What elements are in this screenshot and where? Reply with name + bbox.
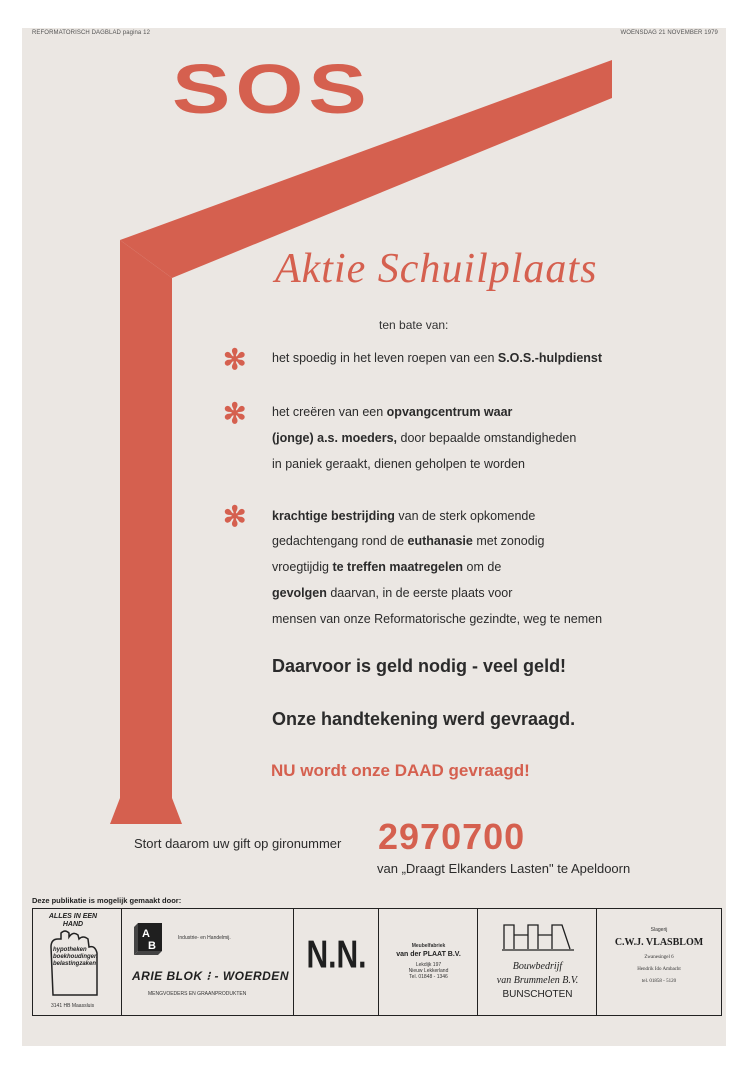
asterisk-icon: ✻	[223, 501, 247, 532]
sponsor2-name: ARIE BLOK ⁝ - WOERDEN	[132, 969, 289, 983]
sponsor-bar	[32, 908, 722, 1016]
sponsor-nn	[294, 909, 379, 1015]
sponsor-van-der-plaat	[379, 909, 478, 1015]
sponsor1-body: hypotheken boekhoudingen belastingzaken	[53, 947, 98, 967]
sponsor6-name: C.W.J. VLASBLOM	[614, 937, 704, 948]
sponsor5-city: BUNSCHOTEN	[502, 989, 573, 1000]
page-header-right: WOENSDAG 21 NOVEMBER 1979	[620, 30, 718, 36]
point3-line5: mensen van onze Reformatorische gezindte, weg te nemen	[272, 612, 603, 626]
sponsor6-tag: Slagerij	[650, 927, 668, 933]
point1-line1: het spoedig in het leven roepen van een S.O.S.-hulpdienst	[272, 351, 603, 365]
sponsor1-address: 3141 HB Maassluis	[51, 1003, 95, 1009]
point2-line1: het creëren van een opvangcentrum waar	[272, 405, 513, 419]
point3-line2: gedachtengang rond de euthanasie met zonodig	[272, 534, 545, 548]
sponsor4-line3: Tel. 01848 - 1346	[409, 974, 448, 980]
call-to-action: NU wordt onze DAAD gevraagd!	[271, 761, 530, 780]
sponsor4-tag: Meubelfabriek	[411, 943, 446, 949]
bvb-logo-icon	[500, 919, 576, 953]
donation-instruction: Stort daarom uw gift op gironummer	[134, 836, 342, 851]
sponsor4-line1: Lekdijk 197	[415, 962, 442, 968]
point3-line1: krachtige bestrijding van de sterk opkomende	[272, 509, 536, 523]
newspaper-page	[22, 28, 726, 1046]
ad-title: SOS	[172, 50, 372, 128]
sponsor6-line2: Hendrik Ido Ambacht	[637, 967, 681, 972]
shelter-base	[110, 798, 182, 824]
sponsor3-name: N.N.	[306, 933, 367, 977]
sponsor5-name: Bouwbedrijf	[512, 961, 563, 972]
ab-logo-icon	[132, 921, 166, 957]
point3-line3: vroegtijdig te treffen maatregelen om de	[272, 560, 502, 574]
sponsor1-title: ALLES IN EEN HAND	[48, 913, 98, 928]
point3-line4: gevolgen daarvan, in de eerste plaats voor	[272, 586, 513, 600]
sponsor-van-brummelen	[478, 909, 597, 1015]
foundation-name: van „Draagt Elkanders Lasten" te Apeldoorn	[377, 861, 631, 876]
slogan-signature: Onze handtekening werd gevraagd.	[272, 709, 576, 729]
page-header-left: REFORMATORISCH DAGBLAD pagina 12	[32, 30, 151, 36]
ad-subtitle: Aktie Schuilplaats	[275, 246, 598, 292]
asterisk-icon: ✻	[223, 398, 247, 429]
svg-text:B: B	[148, 940, 156, 952]
sponsor-alles-in-een-hand	[33, 909, 122, 1015]
giro-number: 2970700	[378, 816, 526, 857]
ad-intro: ten bate van:	[379, 318, 449, 332]
sponsor6-line3: tel. 01858 - 5120	[641, 979, 677, 984]
sponsor2-sub: MENGVOEDERS EN GRAANPRODUKTEN	[148, 991, 247, 997]
sponsor4-name: van der PLAAT B.V.	[396, 951, 461, 958]
svg-text:A: A	[142, 928, 150, 940]
sponsor-credit: Deze publikatie is mogelijk gemaakt door:	[32, 896, 182, 905]
point2-line2: (jonge) a.s. moeders, door bepaalde omstandigheden	[272, 431, 577, 445]
sponsor2-tag: Industrie- en Handelmij.	[178, 935, 231, 941]
slogan-money: Daarvoor is geld nodig - veel geld!	[272, 656, 567, 676]
sponsor-vlasblom	[597, 909, 721, 1015]
sponsor6-line1: Zwanesingel 6	[644, 955, 674, 960]
asterisk-icon: ✻	[223, 344, 247, 375]
sponsor-arie-blok	[122, 909, 294, 1015]
sponsor5-sub: van Brummelen B.V.	[496, 975, 579, 986]
point2-line3: in paniek geraakt, dienen geholpen te worden	[272, 457, 525, 471]
sponsor4-line2: Nieuw Lekkerland	[408, 968, 449, 974]
shelter-post	[120, 240, 172, 803]
